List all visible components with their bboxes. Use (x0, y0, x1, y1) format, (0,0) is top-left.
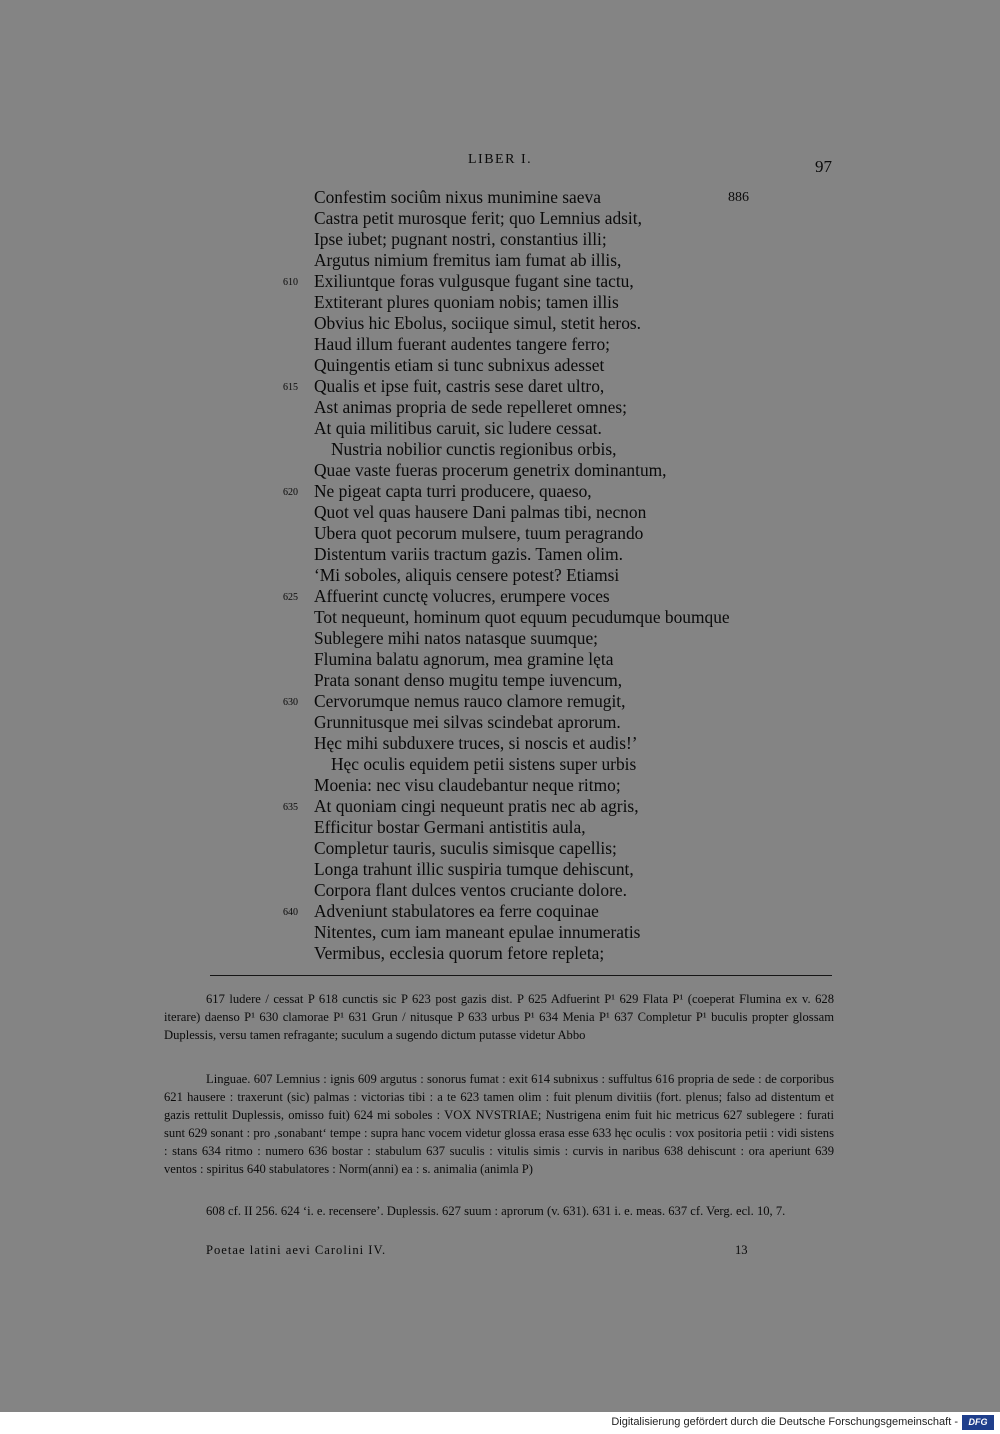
running-head (0, 152, 1000, 176)
verse-line (0, 418, 1000, 439)
verse-line (0, 376, 1000, 397)
verse-line (0, 922, 1000, 943)
verse-text: Vermibus, ecclesia quorum fetore repleta; (314, 943, 605, 963)
critical-notes-text: 617 ludere / cessat P 618 cunctis sic P 623 post gazis dist. P 625 Adfuerint P¹ 629 Flata P¹ (coeperat Flumina ex v. 628 iterare) daenso P¹ 630 clamorae P¹ 631 Grun / nitusque P 633 urbus P¹ 634 Menia P¹ 637 Completur P¹ buculis propter glossam Duplessis, versu tamen refragante; suculum a sugendo dictum putasse videtur Abbo (164, 992, 834, 1042)
verse-text: Cervorumque nemus rauco clamore remugit, (314, 691, 626, 711)
credit-text: Digitalisierung gefördert durch die Deutsche Forschungsgemeinschaft - (611, 1416, 958, 1428)
verse-line (0, 775, 1000, 796)
verse-text: Sublegere mihi natos natasque suumque; (314, 628, 598, 648)
verse-text: Argutus nimium fremitus iam fumat ab illis, (314, 250, 622, 270)
verse-text: Ne pigeat capta turri producere, quaeso, (314, 481, 592, 501)
verse-text: Hęc oculis equidem petii sistens super urbis (331, 754, 637, 774)
gloss-notes-text: Linguae. 607 Lemnius : ignis 609 argutus : sonorus fumat : exit 614 subnixus : suffultus 616 propria de sede : de corporibus 621 hausere : traxerunt (sic) palmas : victorias tibi : a te 623 tamen olim : fuit plenum divitiis (fort. plenus; falso ad distentum et gazis rettulit Duplessis, omisso fuit) 624 mi soboles : VOX NVSTRIAE; Nustrigena enim fuit hic metricus 627 sublegere : furati sunt 629 sonant : pro ‚sonabant‘ tempe : supra hanc vocem videtur glossa erasa esse 633 hęc oculis : vox positoria petii : vidi sistens : stans 634 ritmo : numero 636 bostar : stabulum 637 suculis : vitulis simis : curvis in naribus 638 dehiscunt : ora aperiunt 639 ventos : spiritus 640 stabulatores : Norm(anni) ea : s. animalia (animla P) (164, 1072, 834, 1176)
verse-text: Prata sonant denso mugitu tempe iuvencum, (314, 670, 623, 690)
verse-text: Ubera quot pecorum mulsere, tuum peragrando (314, 523, 644, 543)
verse-text: Confestim sociûm nixus munimine saeva (314, 187, 601, 207)
verse-number: 625 (283, 592, 298, 603)
verse-text: Obvius hic Ebolus, sociique simul, stetit heros. (314, 313, 642, 333)
verse-text: Exiliuntque foras vulgusque fugant sine tactu, (314, 271, 634, 291)
sheet-signature: 13 (735, 1243, 748, 1257)
verse-text: At quia militibus caruit, sic ludere cessat. (314, 418, 602, 438)
verse-line (0, 796, 1000, 817)
sources-apparatus (164, 1202, 834, 1220)
verse-line (0, 250, 1000, 271)
verse-text: Hęc mihi subduxere truces, si noscis et audis!’ (314, 733, 638, 753)
verse-line (0, 187, 1000, 208)
page-foot (0, 1243, 1000, 1263)
verse-text: Haud illum fuerant audentes tangere ferro; (314, 334, 610, 354)
verse-number: 635 (283, 802, 298, 813)
running-title: LIBER I. (468, 152, 533, 167)
verse-text: Extiterant plures quoniam nobis; tamen illis (314, 292, 619, 312)
verse-line (0, 733, 1000, 754)
verse-text: Flumina balatu agnorum, mea gramine lęta (314, 649, 614, 669)
verse-line (0, 544, 1000, 565)
verse-line (0, 481, 1000, 502)
verse-line (0, 208, 1000, 229)
verse-line (0, 460, 1000, 481)
verse-line (0, 607, 1000, 628)
verse-line (0, 838, 1000, 859)
verse-text: Efficitur bostar Germani antistitis aula, (314, 817, 586, 837)
verse-line (0, 670, 1000, 691)
verse-text: Qualis et ipse fuit, castris sese daret ultro, (314, 376, 605, 396)
verse-line (0, 271, 1000, 292)
verse-line (0, 502, 1000, 523)
verse-line (0, 943, 1000, 964)
verse-text: Ipse iubet; pugnant nostri, constantius illi; (314, 229, 607, 249)
footnote-rule (210, 975, 832, 976)
verse-text: Castra petit murosque ferit; quo Lemnius adsit, (314, 208, 642, 228)
verse-line (0, 817, 1000, 838)
verse-text: Affuerint cunctę volucres, erumpere voces (314, 586, 610, 606)
verse-number: 640 (283, 907, 298, 918)
verse-line (0, 712, 1000, 733)
verse-line (0, 880, 1000, 901)
critical-apparatus (164, 990, 834, 1044)
verse-line (0, 628, 1000, 649)
gloss-apparatus (164, 1070, 834, 1178)
verse-block (0, 187, 1000, 964)
verse-text: At quoniam cingi nequeunt pratis nec ab agris, (314, 796, 639, 816)
verse-text: Ast animas propria de sede repelleret omnes; (314, 397, 627, 417)
verse-text: Quingentis etiam si tunc subnixus adesset (314, 355, 605, 375)
verse-text: Completur tauris, suculis simisque capellis; (314, 838, 617, 858)
verse-line (0, 292, 1000, 313)
verse-line (0, 439, 1000, 460)
verse-line (0, 691, 1000, 712)
verse-reference: 886 (728, 190, 749, 205)
verse-line (0, 355, 1000, 376)
sources-notes-text: 608 cf. II 256. 624 ‘i. e. recensere’. Duplessis. 627 suum : aprorum (v. 631). 631 i. e. meas. 637 cf. Verg. ecl. 10, 7. (206, 1204, 786, 1218)
verse-text: Nustria nobilior cunctis regionibus orbis, (331, 439, 617, 459)
verse-text: Grunnitusque mei silvas scindebat aprorum. (314, 712, 621, 732)
verse-text: Quot vel quas hausere Dani palmas tibi, necnon (314, 502, 647, 522)
verse-line (0, 229, 1000, 250)
verse-line (0, 649, 1000, 670)
verse-line (0, 334, 1000, 355)
verse-text: Tot nequeunt, hominum quot equum pecudumque boumque (314, 607, 730, 627)
dfg-logo-icon: DFG (962, 1415, 994, 1430)
verse-text: ‘Mi soboles, aliquis censere potest? Etiamsi (314, 565, 620, 585)
verse-line (0, 523, 1000, 544)
verse-line (0, 586, 1000, 607)
verse-line (0, 754, 1000, 775)
verse-text: Corpora flant dulces ventos cruciante dolore. (314, 880, 627, 900)
verse-line (0, 313, 1000, 334)
verse-text: Adveniunt stabulatores ea ferre coquinae (314, 901, 599, 921)
verse-number: 610 (283, 277, 298, 288)
series-title: Poetae latini aevi Carolini IV. (206, 1243, 387, 1257)
verse-number: 630 (283, 697, 298, 708)
credit-bar (0, 1412, 1000, 1434)
verse-line (0, 397, 1000, 418)
verse-text: Quae vaste fueras procerum genetrix dominantum, (314, 460, 667, 480)
page-number: 97 (815, 157, 832, 176)
verse-line (0, 901, 1000, 922)
verse-line (0, 565, 1000, 586)
verse-line (0, 859, 1000, 880)
verse-text: Longa trahunt illic suspiria tumque dehiscunt, (314, 859, 634, 879)
verse-text: Nitentes, cum iam maneant epulae innumeratis (314, 922, 641, 942)
verse-text: Moenia: nec visu claudebantur neque ritmo; (314, 775, 621, 795)
verse-number: 620 (283, 487, 298, 498)
verse-number: 615 (283, 382, 298, 393)
verse-text: Distentum variis tractum gazis. Tamen olim. (314, 544, 624, 564)
